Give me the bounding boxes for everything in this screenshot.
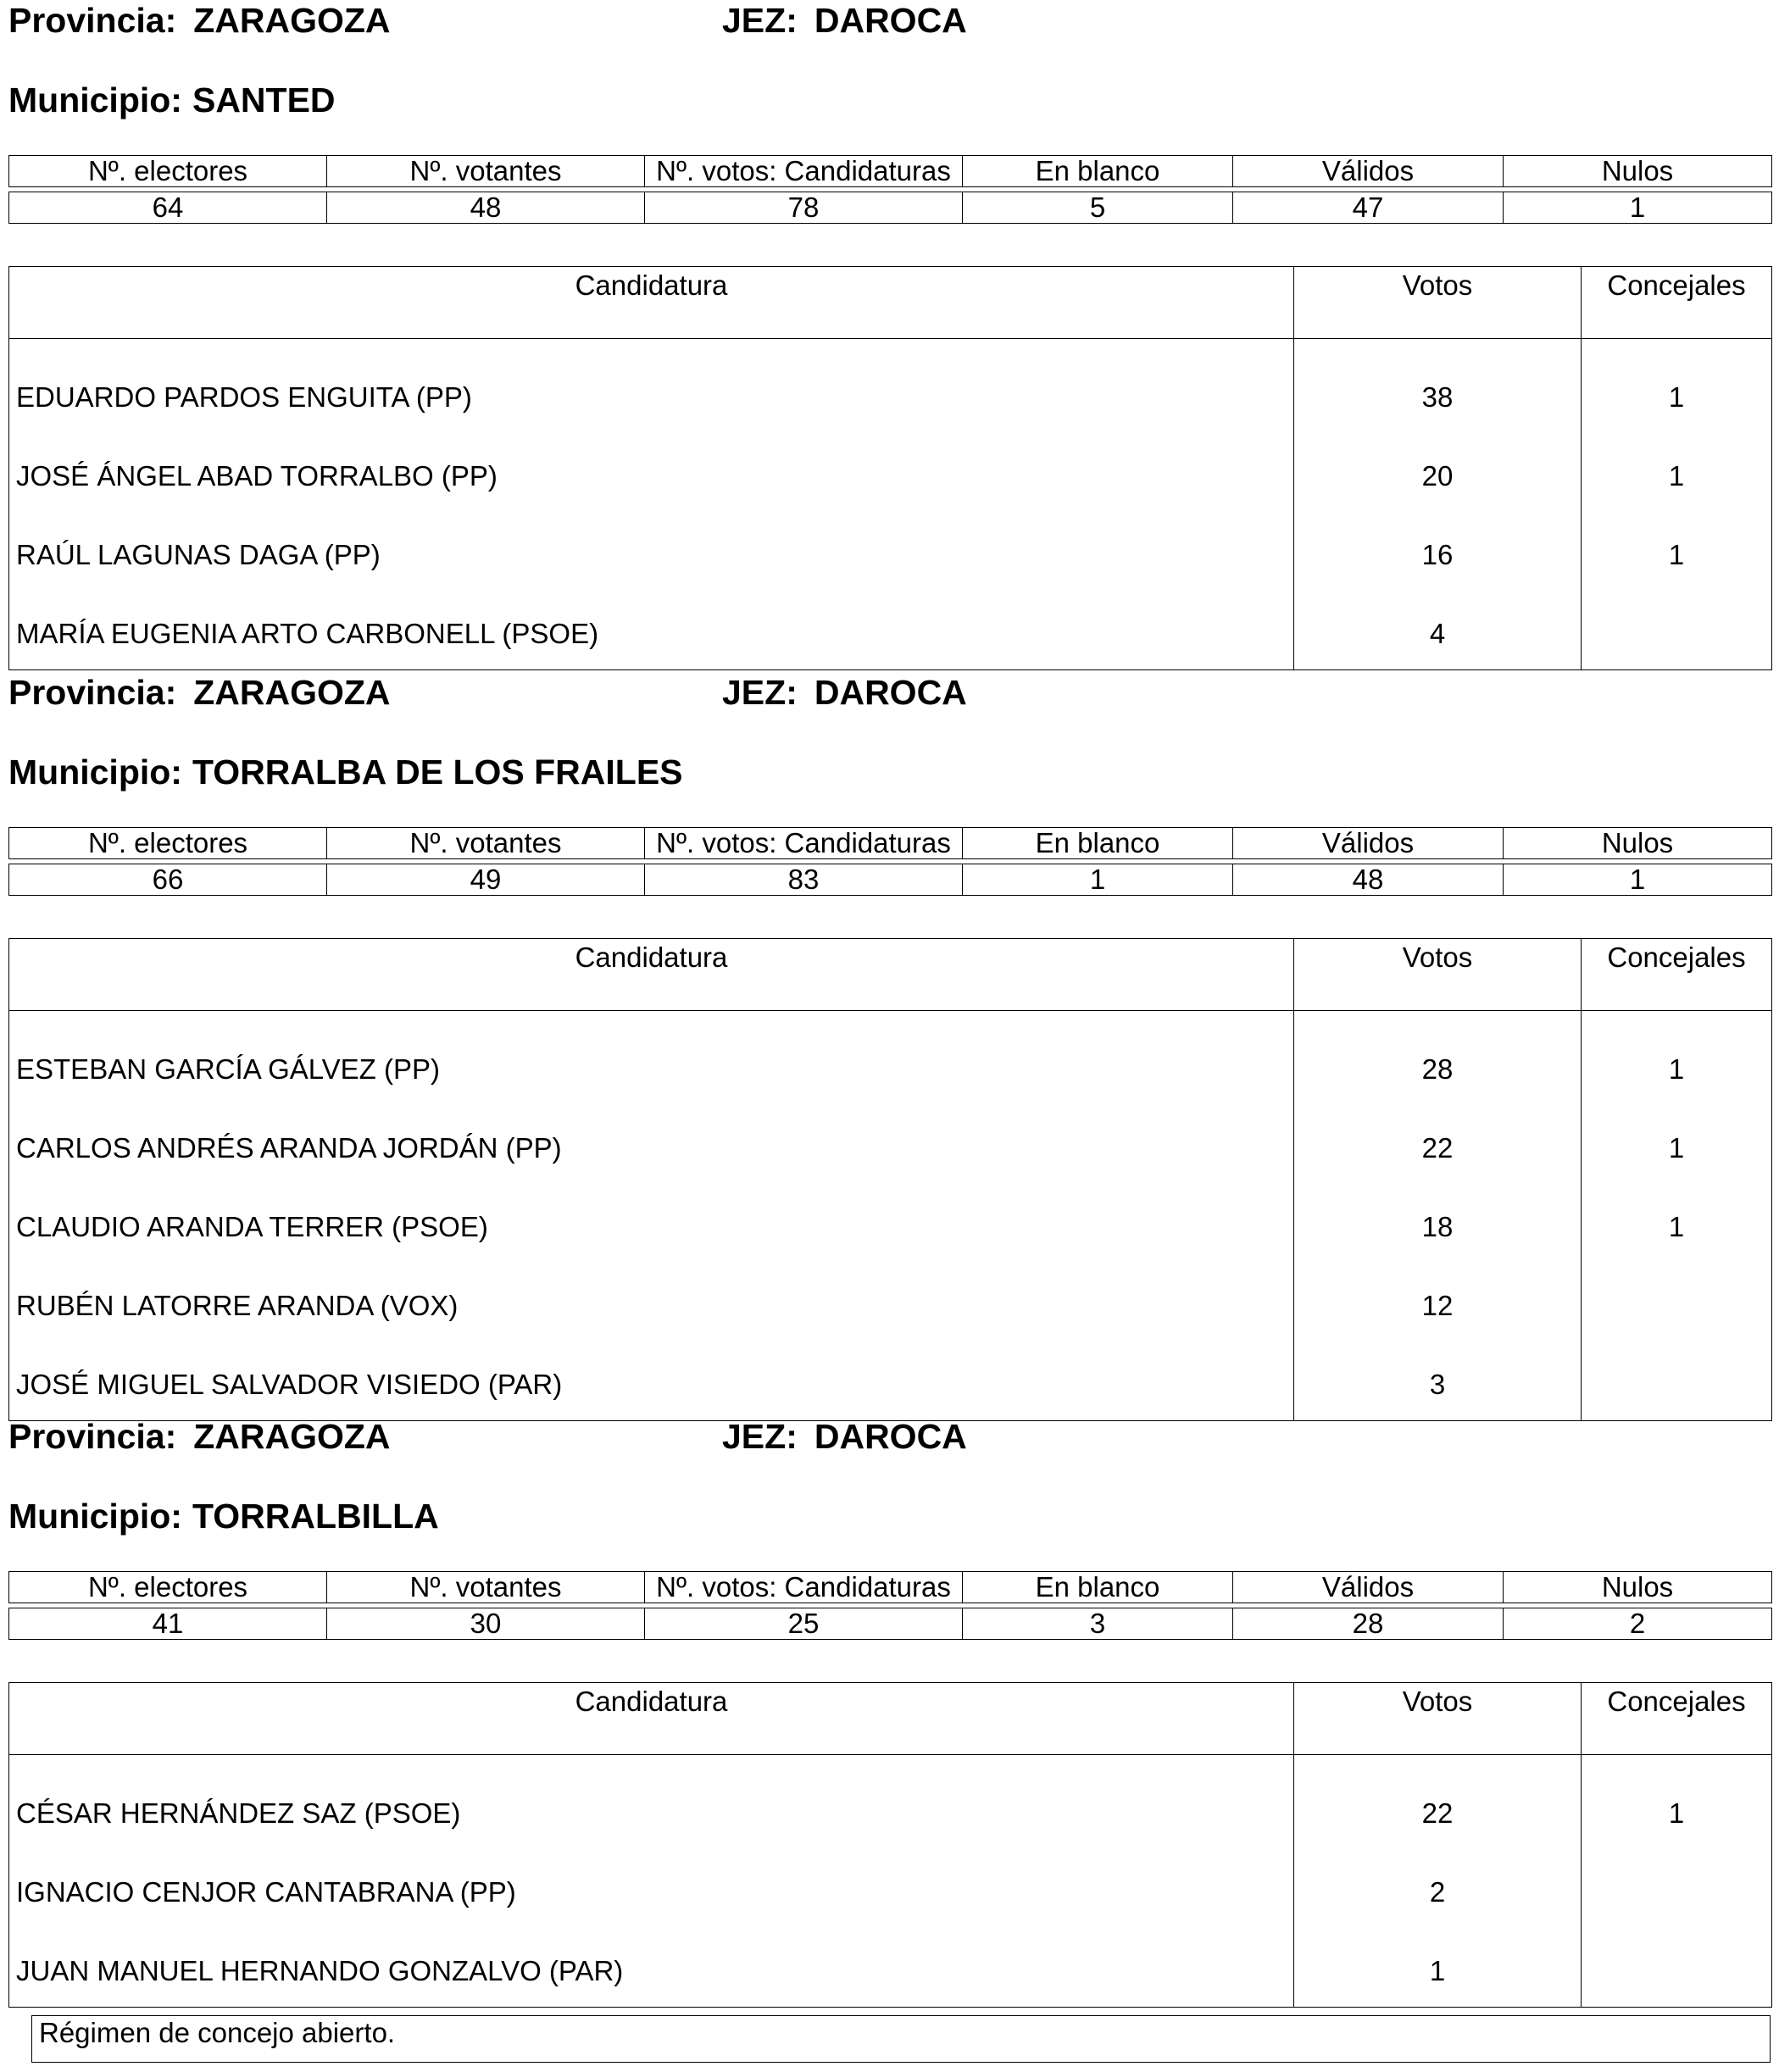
candidate-votes: 22 bbox=[1294, 1755, 1582, 1850]
candidates-header-cell: Votos bbox=[1294, 939, 1582, 1011]
stats-value-cell: 1 bbox=[963, 864, 1233, 896]
stats-value-cell: 1 bbox=[1504, 192, 1772, 224]
provincia-label: Provincia: bbox=[8, 673, 177, 712]
stats-header-cell: En blanco bbox=[963, 1572, 1233, 1603]
candidate-name: CÉSAR HERNÁNDEZ SAZ (PSOE) bbox=[9, 1755, 1294, 1850]
candidate-name: JOSÉ ÁNGEL ABAD TORRALBO (PP) bbox=[9, 433, 1294, 512]
jez-header bbox=[722, 672, 967, 713]
candidates-header-cell: Candidatura bbox=[9, 939, 1294, 1011]
candidate-concejales: 1 bbox=[1582, 1105, 1772, 1184]
candidates-header-cell: Concejales bbox=[1582, 1683, 1772, 1755]
candidate-row bbox=[9, 512, 1772, 591]
candidate-concejales bbox=[1582, 1849, 1772, 1928]
candidate-votes: 4 bbox=[1294, 591, 1582, 670]
candidate-votes: 22 bbox=[1294, 1105, 1582, 1184]
provincia-value: ZARAGOZA bbox=[193, 673, 391, 712]
candidate-votes: 28 bbox=[1294, 1011, 1582, 1106]
municipio-header bbox=[8, 752, 683, 792]
municipio-label: Municipio: bbox=[8, 753, 182, 792]
candidate-votes: 12 bbox=[1294, 1263, 1582, 1342]
stats-header-cell: Nº. votantes bbox=[327, 828, 645, 859]
candidates-header-cell: Votos bbox=[1294, 1683, 1582, 1755]
stats-header-cell: Nulos bbox=[1504, 156, 1772, 187]
stats-value-cell: 41 bbox=[9, 1608, 327, 1640]
candidate-name: RUBÉN LATORRE ARANDA (VOX) bbox=[9, 1263, 1294, 1342]
candidate-row bbox=[9, 591, 1772, 670]
stats-header-table bbox=[8, 155, 1772, 187]
municipio-value: TORRALBILLA bbox=[192, 1497, 439, 1536]
provincia-value: ZARAGOZA bbox=[193, 1, 391, 40]
stats-value-cell: 3 bbox=[963, 1608, 1233, 1640]
candidate-votes: 20 bbox=[1294, 433, 1582, 512]
stats-header-cell: Válidos bbox=[1233, 828, 1504, 859]
jez-value: DAROCA bbox=[814, 1417, 967, 1456]
candidate-name: CARLOS ANDRÉS ARANDA JORDÁN (PP) bbox=[9, 1105, 1294, 1184]
stats-header-cell: Nº. votos: Candidaturas bbox=[645, 828, 963, 859]
candidate-name: MARÍA EUGENIA ARTO CARBONELL (PSOE) bbox=[9, 591, 1294, 670]
municipio-value: TORRALBA DE LOS FRAILES bbox=[192, 753, 683, 792]
candidate-votes: 16 bbox=[1294, 512, 1582, 591]
stats-header-cell: Nº. electores bbox=[9, 1572, 327, 1603]
stats-value-cell: 78 bbox=[645, 192, 963, 224]
stats-header-cell: Nº. electores bbox=[9, 156, 327, 187]
candidate-row bbox=[9, 1184, 1772, 1263]
candidate-name: IGNACIO CENJOR CANTABRANA (PP) bbox=[9, 1849, 1294, 1928]
candidate-concejales: 1 bbox=[1582, 512, 1772, 591]
candidate-name: ESTEBAN GARCÍA GÁLVEZ (PP) bbox=[9, 1011, 1294, 1106]
stats-header-cell: Nº. votantes bbox=[327, 156, 645, 187]
stats-header-cell: En blanco bbox=[963, 156, 1233, 187]
jez-value: DAROCA bbox=[814, 673, 967, 712]
provincia-label: Provincia: bbox=[8, 1, 177, 40]
candidate-name: RAÚL LAGUNAS DAGA (PP) bbox=[9, 512, 1294, 591]
jez-label: JEZ: bbox=[722, 1417, 798, 1456]
stats-value-cell: 30 bbox=[327, 1608, 645, 1640]
stats-values-table bbox=[8, 192, 1772, 224]
stats-value-cell: 64 bbox=[9, 192, 327, 224]
candidate-row bbox=[9, 339, 1772, 434]
stats-header-cell: Válidos bbox=[1233, 1572, 1504, 1603]
candidate-concejales bbox=[1582, 1342, 1772, 1421]
provincia-label: Provincia: bbox=[8, 1417, 177, 1456]
stats-header-cell: Nulos bbox=[1504, 828, 1772, 859]
stats-value-cell: 48 bbox=[327, 192, 645, 224]
jez-label: JEZ: bbox=[722, 673, 798, 712]
stats-values-table bbox=[8, 1608, 1772, 1640]
candidates-header-cell: Votos bbox=[1294, 267, 1582, 339]
stats-value-cell: 83 bbox=[645, 864, 963, 896]
candidate-row bbox=[9, 1342, 1772, 1421]
candidate-votes: 2 bbox=[1294, 1849, 1582, 1928]
stats-value-cell: 49 bbox=[327, 864, 645, 896]
candidate-votes: 3 bbox=[1294, 1342, 1582, 1421]
candidate-votes: 38 bbox=[1294, 339, 1582, 434]
stats-header-cell: Nulos bbox=[1504, 1572, 1772, 1603]
stats-value-cell: 28 bbox=[1233, 1608, 1504, 1640]
candidates-header-cell: Concejales bbox=[1582, 267, 1772, 339]
stats-value-cell: 48 bbox=[1233, 864, 1504, 896]
candidate-concejales bbox=[1582, 591, 1772, 670]
candidate-votes: 1 bbox=[1294, 1928, 1582, 2008]
stats-header-cell: Nº. votantes bbox=[327, 1572, 645, 1603]
candidate-name: CLAUDIO ARANDA TERRER (PSOE) bbox=[9, 1184, 1294, 1263]
stats-header-cell: Nº. votos: Candidaturas bbox=[645, 1572, 963, 1603]
candidate-concejales bbox=[1582, 1263, 1772, 1342]
jez-value: DAROCA bbox=[814, 1, 967, 40]
stats-header-cell: Nº. electores bbox=[9, 828, 327, 859]
municipio-label: Municipio: bbox=[8, 1497, 182, 1536]
jez-header bbox=[722, 0, 967, 41]
stats-value-cell: 1 bbox=[1504, 864, 1772, 896]
candidate-name: JUAN MANUEL HERNANDO GONZALVO (PAR) bbox=[9, 1928, 1294, 2008]
candidates-header-cell: Candidatura bbox=[9, 1683, 1294, 1755]
stats-values-table bbox=[8, 864, 1772, 896]
candidate-row bbox=[9, 1011, 1772, 1106]
candidate-row bbox=[9, 1849, 1772, 1928]
stats-value-cell: 5 bbox=[963, 192, 1233, 224]
candidates-table bbox=[8, 1682, 1772, 2008]
provincia-header bbox=[8, 0, 391, 41]
provincia-header bbox=[8, 672, 391, 713]
candidate-concejales: 1 bbox=[1582, 1011, 1772, 1106]
regime-note: Régimen de concejo abierto. bbox=[31, 2015, 1771, 2063]
jez-label: JEZ: bbox=[722, 1, 798, 40]
stats-value-cell: 25 bbox=[645, 1608, 963, 1640]
stats-value-cell: 2 bbox=[1504, 1608, 1772, 1640]
candidate-row bbox=[9, 1928, 1772, 2008]
stats-header-table bbox=[8, 1571, 1772, 1603]
candidates-header-cell: Concejales bbox=[1582, 939, 1772, 1011]
candidate-row bbox=[9, 1755, 1772, 1850]
candidate-row bbox=[9, 1263, 1772, 1342]
candidate-concejales: 1 bbox=[1582, 339, 1772, 434]
candidate-votes: 18 bbox=[1294, 1184, 1582, 1263]
candidates-table bbox=[8, 266, 1772, 670]
municipio-header bbox=[8, 80, 336, 120]
stats-header-cell: Válidos bbox=[1233, 156, 1504, 187]
stats-header-cell: En blanco bbox=[963, 828, 1233, 859]
candidate-row bbox=[9, 433, 1772, 512]
candidate-row bbox=[9, 1105, 1772, 1184]
provincia-header bbox=[8, 1416, 391, 1457]
candidate-concejales: 1 bbox=[1582, 1755, 1772, 1850]
candidate-name: EDUARDO PARDOS ENGUITA (PP) bbox=[9, 339, 1294, 434]
jez-header bbox=[722, 1416, 967, 1457]
candidate-concejales: 1 bbox=[1582, 1184, 1772, 1263]
municipio-label: Municipio: bbox=[8, 81, 182, 119]
provincia-value: ZARAGOZA bbox=[193, 1417, 391, 1456]
stats-header-cell: Nº. votos: Candidaturas bbox=[645, 156, 963, 187]
municipio-header bbox=[8, 1496, 439, 1536]
stats-header-table bbox=[8, 827, 1772, 859]
candidates-table bbox=[8, 938, 1772, 1421]
candidate-name: JOSÉ MIGUEL SALVADOR VISIEDO (PAR) bbox=[9, 1342, 1294, 1421]
stats-value-cell: 66 bbox=[9, 864, 327, 896]
candidates-header-cell: Candidatura bbox=[9, 267, 1294, 339]
candidate-concejales bbox=[1582, 1928, 1772, 2008]
candidate-concejales: 1 bbox=[1582, 433, 1772, 512]
stats-value-cell: 47 bbox=[1233, 192, 1504, 224]
municipio-value: SANTED bbox=[192, 81, 336, 119]
